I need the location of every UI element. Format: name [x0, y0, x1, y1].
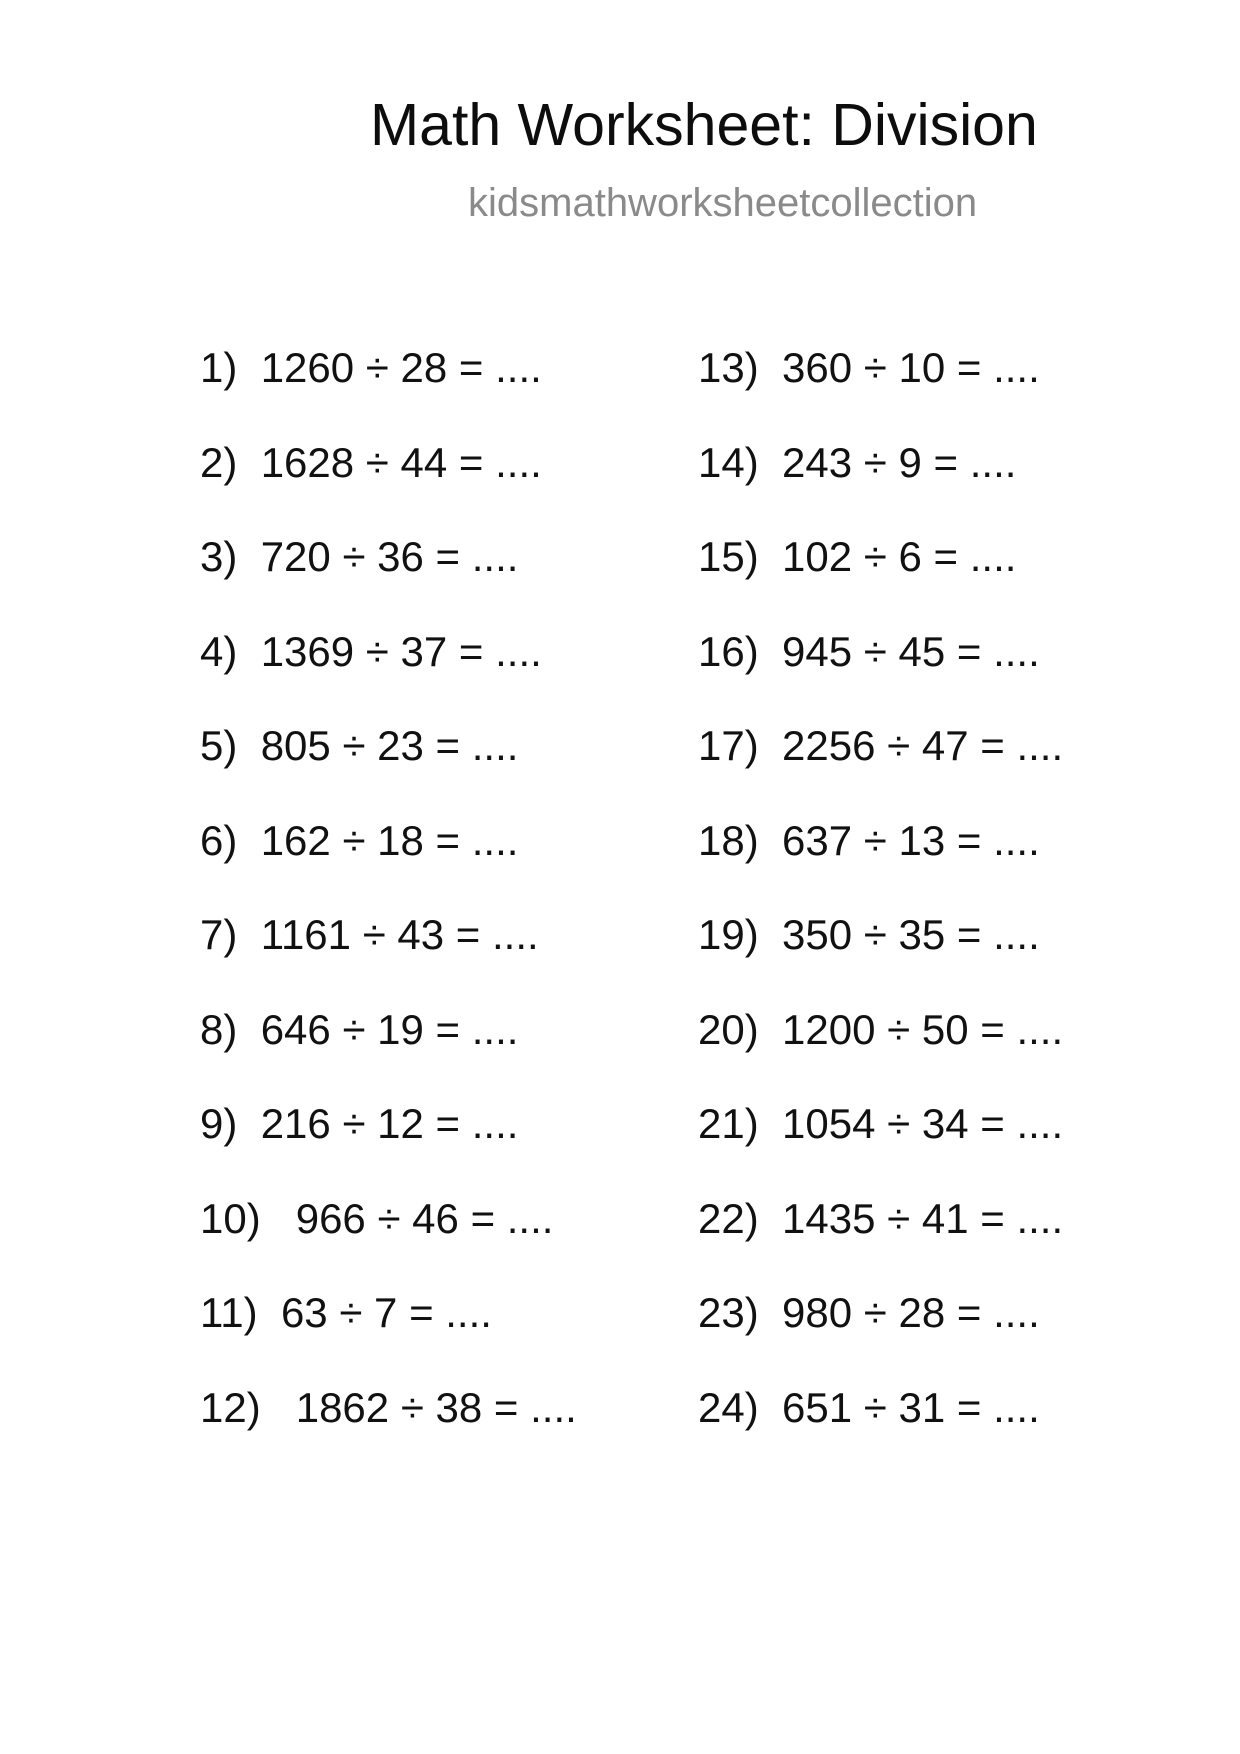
worksheet-subtitle: kidsmathworksheetcollection — [468, 181, 978, 225]
problem-item — [200, 344, 577, 442]
problem-item — [698, 533, 1063, 631]
problem-number: 6) — [200, 816, 238, 864]
problem-item — [200, 1289, 577, 1387]
problem-item — [698, 627, 1063, 726]
problem-item — [698, 1289, 1063, 1387]
problem-item — [200, 1194, 577, 1293]
problem-expression: 162 ÷ 18 = .... — [260, 816, 519, 864]
problem-number: 12) — [200, 1383, 261, 1431]
problem-expression: 1161 ÷ 43 = .... — [260, 911, 539, 958]
problem-item — [698, 1005, 1064, 1104]
problem-expression: 1862 ÷ 38 = .... — [284, 1383, 577, 1431]
problem-number: 17) — [698, 722, 759, 769]
problem-expression: 1369 ÷ 37 = .... — [260, 627, 542, 675]
problem-number: 4) — [200, 627, 238, 675]
problem-number: 21) — [698, 1100, 759, 1147]
problem-number: 3) — [200, 533, 238, 580]
problem-number: 14) — [698, 438, 759, 486]
problem-expression: 1054 ÷ 34 = .... — [782, 1100, 1064, 1147]
problem-item — [200, 627, 577, 726]
problem-number: 11) — [200, 1289, 258, 1336]
problem-expression: 350 ÷ 35 = .... — [782, 911, 1040, 958]
problem-item — [698, 1383, 1063, 1482]
problem-item — [698, 722, 1064, 820]
problem-item — [200, 533, 577, 631]
problem-item — [200, 438, 577, 537]
problem-expression: 243 ÷ 9 = .... — [782, 438, 1017, 486]
problem-expression: 63 ÷ 7 = .... — [280, 1289, 492, 1336]
problem-number: 18) — [698, 816, 759, 864]
problem-expression: 980 ÷ 28 = .... — [782, 1289, 1040, 1336]
problem-expression: 1200 ÷ 50 = .... — [782, 1005, 1064, 1053]
problem-item — [200, 1383, 577, 1482]
problem-expression: 637 ÷ 13 = .... — [782, 816, 1040, 864]
problem-expression: 360 ÷ 10 = .... — [782, 344, 1040, 391]
problem-list-left — [200, 344, 577, 1481]
problem-number: 7) — [200, 911, 238, 958]
problem-item — [698, 911, 1063, 1009]
problem-expression: 651 ÷ 31 = .... — [782, 1383, 1040, 1431]
problem-number: 2) — [200, 438, 238, 486]
problem-expression: 216 ÷ 12 = .... — [260, 1100, 519, 1147]
problem-number: 20) — [698, 1005, 759, 1053]
problem-number: 16) — [698, 627, 759, 675]
problem-item — [200, 911, 577, 1009]
problem-expression: 805 ÷ 23 = .... — [260, 722, 519, 769]
problem-expression: 1435 ÷ 41 = .... — [782, 1194, 1064, 1242]
problem-expression: 102 ÷ 6 = .... — [782, 533, 1017, 580]
problem-item — [698, 1100, 1064, 1198]
problem-number: 1) — [200, 344, 238, 391]
problem-item — [200, 1100, 577, 1198]
problem-item — [200, 816, 577, 915]
problem-list-right — [698, 344, 1064, 1481]
problem-number: 8) — [200, 1005, 238, 1053]
problem-number: 22) — [698, 1194, 759, 1242]
problem-item — [200, 1005, 577, 1104]
problem-number: 19) — [698, 911, 759, 958]
problem-number: 23) — [698, 1289, 759, 1336]
problem-item — [200, 722, 577, 820]
problem-item — [698, 344, 1063, 442]
problem-expression: 646 ÷ 19 = .... — [260, 1005, 519, 1053]
problem-item — [698, 438, 1063, 537]
problem-item — [698, 1194, 1064, 1293]
problem-number: 10) — [200, 1194, 261, 1242]
problem-number: 5) — [200, 722, 238, 769]
problem-number: 15) — [698, 533, 759, 580]
problem-expression: 1260 ÷ 28 = .... — [260, 344, 542, 391]
problem-expression: 1628 ÷ 44 = .... — [260, 438, 542, 486]
problem-number: 24) — [698, 1383, 759, 1431]
problem-item — [698, 816, 1063, 915]
problem-expression: 966 ÷ 46 = .... — [284, 1194, 554, 1242]
problem-number: 13) — [698, 344, 759, 391]
worksheet-title: Math Worksheet: Division — [370, 92, 1038, 158]
problem-expression: 2256 ÷ 47 = .... — [782, 722, 1064, 769]
problem-expression: 945 ÷ 45 = .... — [782, 627, 1040, 675]
problem-number: 9) — [200, 1100, 238, 1147]
problem-expression: 720 ÷ 36 = .... — [260, 533, 519, 580]
